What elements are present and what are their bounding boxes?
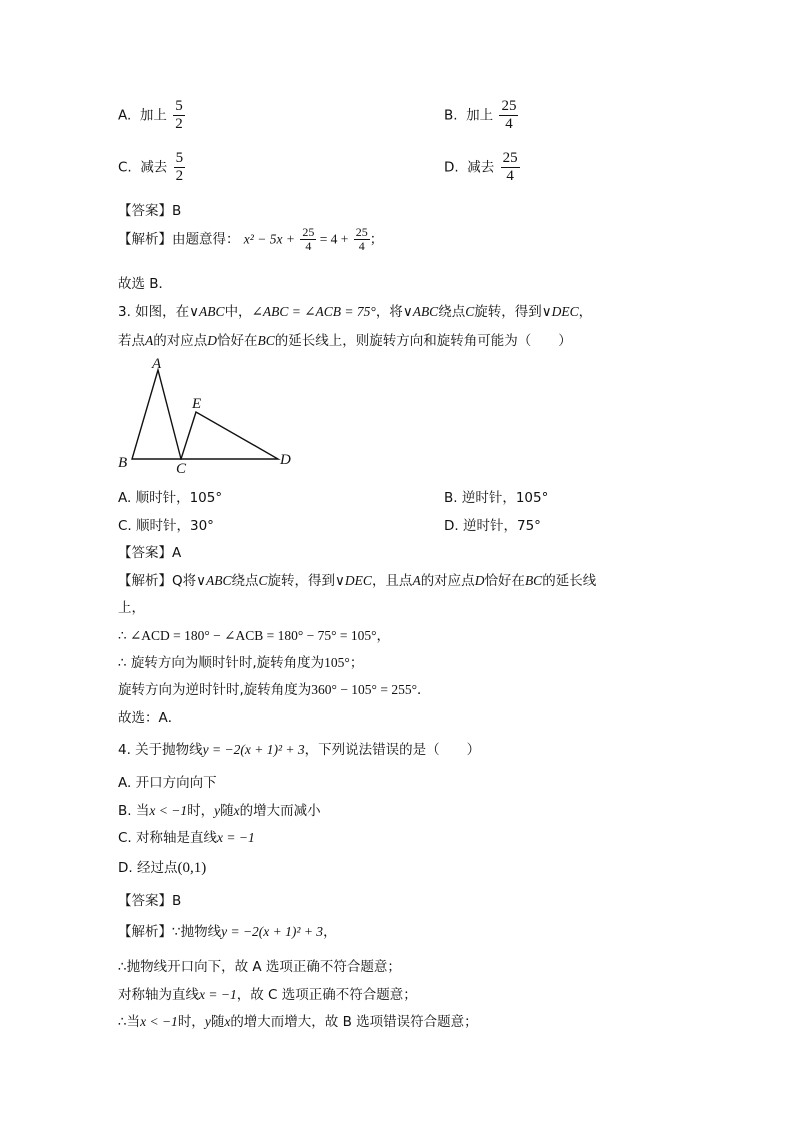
option-text: 减去 — [140, 159, 168, 176]
q3-answer: 【答案】A — [118, 545, 182, 561]
q3-option-c: C. 顺时针，30° — [118, 518, 214, 534]
option-label: D. — [444, 159, 459, 176]
option-text: 减去 — [467, 159, 495, 176]
point-label-a: A — [152, 356, 162, 372]
option-label: B. — [444, 107, 458, 124]
q3-conclusion: 故选：A． — [118, 710, 182, 726]
rotation-figure — [110, 352, 300, 477]
q3-stem-line2: 若点A的对应点D恰好在BC的延长线上，则旋转方向和旋转角可能为（ ） — [118, 333, 572, 349]
triangle-dec — [181, 412, 278, 459]
q2-conclusion: 故选 B． — [118, 276, 173, 292]
q3-analysis-line2: 上， — [118, 600, 145, 616]
option-text: 加上 — [139, 107, 167, 124]
q2-answer: 【答案】B — [118, 203, 182, 219]
q3-analysis-line5: 旋转方向为逆时针时,旋转角度为360° − 105° = 255°． — [118, 682, 431, 698]
q4-option-d: D. 经过点(0,1) — [118, 860, 207, 876]
point-label-e: E — [192, 396, 202, 412]
q3-option-d: D. 逆时针，75° — [444, 518, 541, 534]
q2-option-d — [444, 150, 520, 185]
point-label-d: D — [280, 452, 291, 468]
fraction: $\frac{25}{4}$ — [502, 150, 518, 184]
q3-analysis-line4: ∴ 旋转方向为顺时针时,旋转角度为105°； — [118, 655, 364, 671]
q2-option-b — [444, 98, 518, 133]
q4-option-b: B. 当x < −1时，y随x的增大而减小 — [118, 803, 321, 819]
q4-analysis-line4: ∴当x < −1时，y随x的增大而增大，故 B 选项错误符合题意； — [118, 1014, 478, 1030]
q3-analysis-line1: 【解析】Q将∨ABC绕点C旋转，得到∨DEC，且点A的对应点D恰好在BC的延长线 — [118, 573, 597, 589]
q4-analysis-line1: 【解析】∵抛物线y = −2(x + 1)² + 3， — [118, 924, 337, 940]
option-label: C. — [118, 159, 132, 176]
q2-option-a — [118, 98, 185, 133]
fraction: $\frac{5}{2}$ — [175, 150, 184, 184]
option-text: 加上 — [466, 107, 494, 124]
option-label: A. — [118, 107, 132, 124]
q3-option-b: B. 逆时针，105° — [444, 490, 549, 506]
q4-analysis-line3: 对称轴为直线x = −1，故 C 选项正确不符合题意； — [118, 987, 417, 1003]
fraction: $\frac{5}{2}$ — [175, 98, 183, 132]
q3-option-a: A. 顺时针，105° — [118, 490, 223, 506]
triangle-abc — [132, 370, 181, 459]
q2-option-c — [118, 150, 185, 185]
point-label-b: B — [118, 455, 128, 471]
fraction: $\frac{25}{4}$ — [501, 98, 517, 132]
q4-option-a: A. 开口方向向下 — [118, 775, 217, 791]
q4-analysis-line2: ∴抛物线开口向下，故 A 选项正确不符合题意； — [118, 959, 401, 975]
q3-stem-line1: 3. 如图，在∨ABC中，∠ABC = ∠ACB = 75°，将∨ABC绕点C旋转，得到∨DEC， — [118, 304, 593, 320]
q4-stem: 4. 关于抛物线y = −2(x + 1)² + 3，下列说法错误的是（ ） — [118, 742, 481, 758]
q4-answer: 【答案】B — [118, 893, 182, 909]
q3-analysis-line3: ∴ ∠ACD = 180° − ∠ACB = 180° − 75° = 105°， — [118, 628, 391, 643]
q2-analysis: 【解析】由题意得： x² − 5x + $\frac{25}{4}$ = 4 + $\frac{25}{4}$ ； — [118, 225, 384, 253]
point-label-c: C — [176, 461, 187, 477]
q4-option-c: C. 对称轴是直线x = −1 — [118, 830, 255, 846]
